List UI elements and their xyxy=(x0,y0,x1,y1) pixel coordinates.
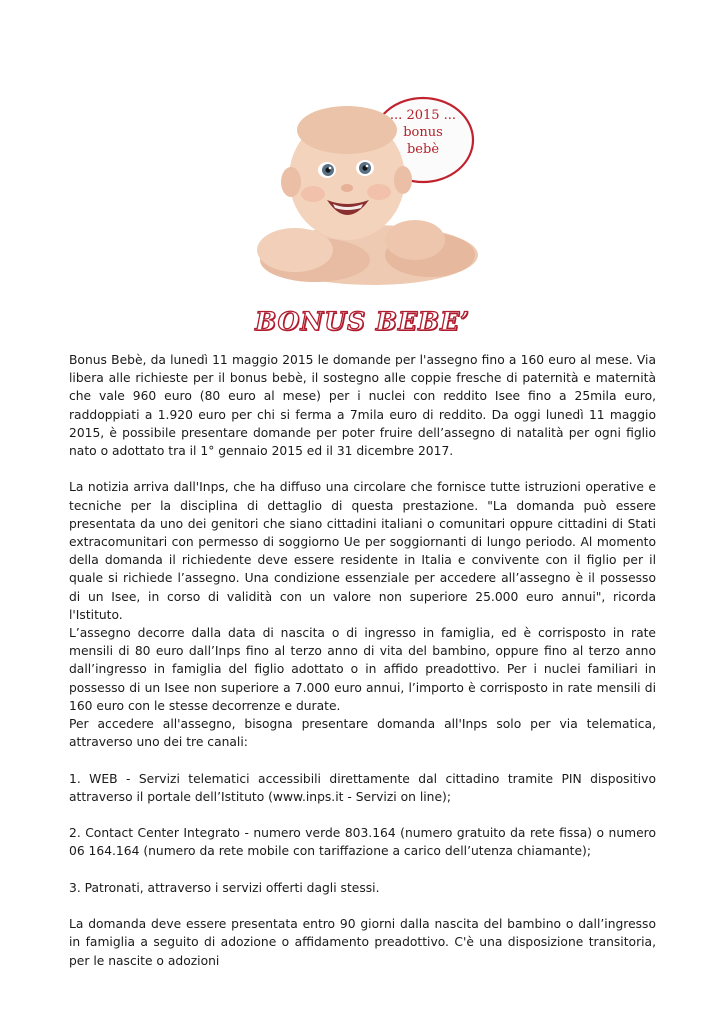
article-body xyxy=(69,351,656,970)
bubble-line-1: ... 2015 ... xyxy=(389,108,457,123)
paragraph-inps-notice: La notizia arriva dall'Inps, che ha diffuso una circolare che fornisce tutte istruzioni operative e tecniche per la disciplina di dettaglio di questa prestazione. "La domanda può essere presentata da uno dei genitori che siano cittadini italiani o comunitari oppure cittadini di Stati extracomunitari con permesso di soggiorno Ue per soggiornanti di lungo periodo. Al momento della domanda il richiedente deve essere residente in Italia e convivente con il figlio per il quale si richiede l’assegno. Una condizione essenziale per accedere all’assegno è il possesso di un Isee, in corso di validità con un valore non superiore 25.000 euro annui", ricorda l'Istituto. xyxy=(69,480,656,622)
list-item-web: 1. WEB - Servizi telematici accessibili direttamente dal cittadino tramite PIN dispositivo attraverso il portale dell’Istituto (www.inps.it - Servizi on line); xyxy=(69,771,656,804)
bubble-line-3: bebè xyxy=(406,142,440,157)
paragraph-how-to-apply: Per accedere all'assegno, bisogna presentare domanda all'Inps solo per via telematica, attraverso uno dei tre canali: xyxy=(69,717,656,750)
page-title: BONUS BEBE’ xyxy=(255,307,470,336)
paragraph-intro: Bonus Bebè, da lunedì 11 maggio 2015 le domande per l'assegno fino a 160 euro al mese. Via libera alle richieste per il bonus bebè, il sostegno alle coppie fresche di paternità e maternità che vale 960 euro (80 euro al mese) per i nuclei con reddito Isee fino a 25mila euro, raddoppiati a 1.920 euro per chi si ferma a 7mila euro di reddito. Da oggi lunedì 11 maggio 2015, è possibile presentare domande per poter fruire dell’assegno di natalità per ogni figlio nato o adottato tra il 1° gennaio 2015 ed il 31 dicembre 2017. xyxy=(69,353,656,459)
list-item-patronati: 3. Patronati, attraverso i servizi offerti dagli stessi. xyxy=(69,880,380,895)
list-item-contact-center: 2. Contact Center Integrato - numero verde 803.164 (numero gratuito da rete fissa) o numero 06 164.164 (numero da rete mobile con tariffazione a carico dell’utenza chiamante); xyxy=(69,826,656,859)
paragraph-allowance: L’assegno decorre dalla data di nascita o di ingresso in famiglia, ed è corrisposto in rate mensili di 80 euro dall’Inps fino al terzo anno di vita del bambino, oppure fino al terzo anno dall’ingresso in famiglia del figlio adottato o in affido preadottivo. Per i nuclei familiari in possesso di un Isee non superiore a 7.000 euro annui, l’importo è corrisposto in rate mensili di 160 euro con le stesse decorrenze e durate. xyxy=(69,626,656,713)
bubble-line-2: bonus xyxy=(403,125,443,140)
paragraph-deadline: La domanda deve essere presentata entro 90 giorni dalla nascita del bambino o dall’ingresso in famiglia a seguito di adozione o affidamento preadottivo. C'è una disposizione transitoria, per le nascite o adozioni xyxy=(69,917,656,968)
baby-illustration xyxy=(255,90,485,285)
